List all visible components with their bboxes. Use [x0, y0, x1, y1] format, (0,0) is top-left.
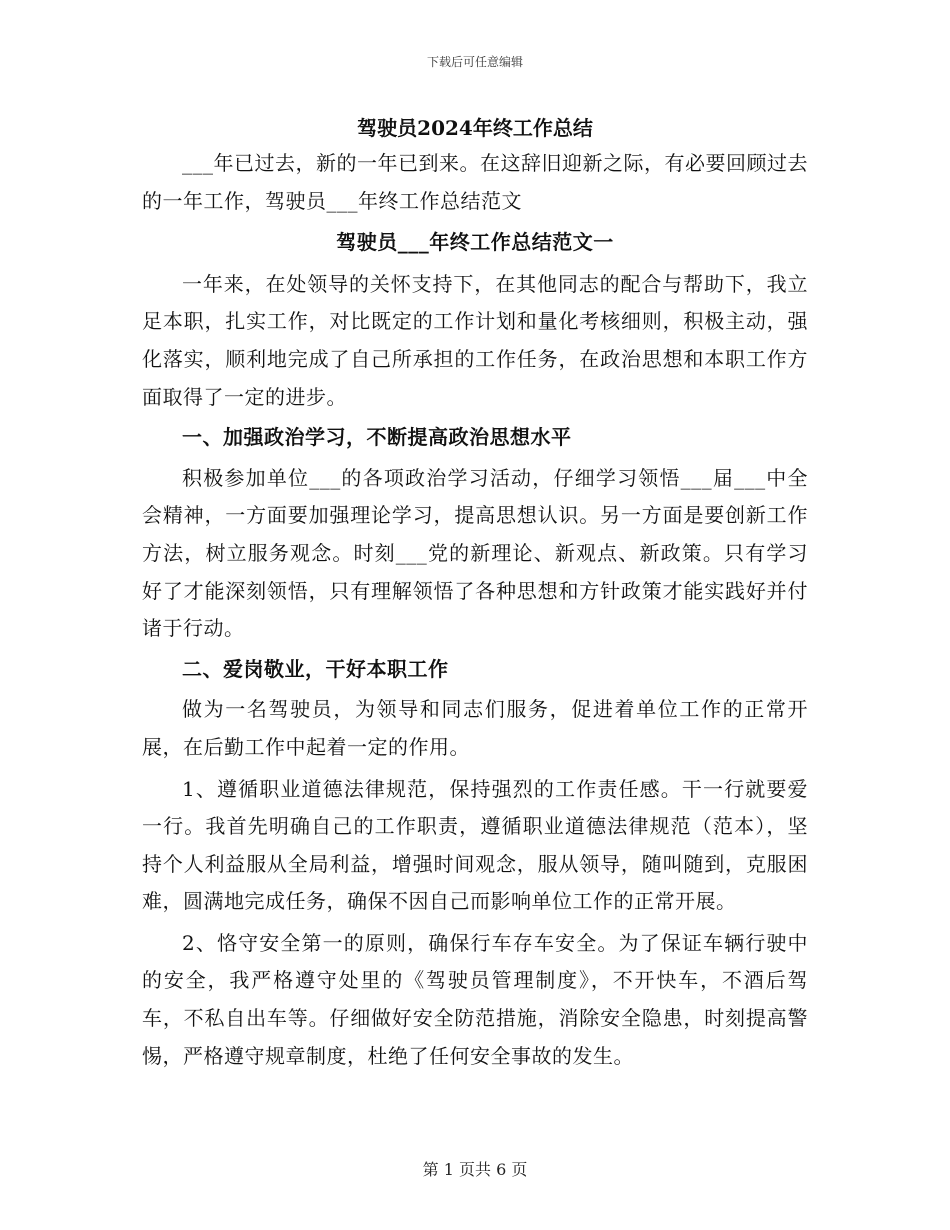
body-paragraph: 2、恪守安全第一的原则，确保行车存车安全。为了保证车辆行驶中的安全，我严格遵守处里的《驾驶员管理制度》，不开快车，不酒后驾车，不私自出车等。仔细做好安全防范措施，消除安全隐患，时刻提高警惕，严格遵守规章制度，杜绝了任何安全事故的发生。 [142, 930, 808, 1068]
document-title: 驾驶员2024年终工作总结 [357, 116, 593, 140]
header-note: 下载后可任意编辑 [426, 55, 523, 69]
body-paragraph: 积极参加单位___的各项政治学习活动，仔细学习领悟___届___中全会精神，一方面要加强理论学习，提高思想认识。另一方面是要创新工作方法，树立服务观念。时刻___党的新理论、新观点、新政策。只有学习好了才能深刻领悟，只有理解领悟了各种思想和方针政策才能实践好并付诸于行动。 [142, 465, 808, 641]
body-paragraph: 做为一名驾驶员，为领导和同志们服务，促进着单位工作的正常开展，在后勤工作中起着一定的作用。 [142, 697, 808, 759]
section-heading-2: 二、爱岗敬业，干好本职工作 [182, 656, 449, 681]
document-subtitle: 驾驶员___年终工作总结范文一 [336, 230, 614, 255]
intro-paragraph: ___年已过去，新的一年已到来。在这辞旧迎新之际，有必要回顾过去的一年工作，驾驶员___年终工作总结范文 [142, 151, 808, 213]
section-heading-1: 一、加强政治学习，不断提高政治思想水平 [182, 425, 572, 450]
body-paragraph: 一年来，在处领导的关怀支持下，在其他同志的配合与帮助下，我立足本职，扎实工作，对比既定的工作计划和量化考核细则，积极主动，强化落实，顺利地完成了自己所承担的工作任务，在政治思想和本职工作方面取得了一定的进步。 [142, 271, 808, 409]
body-paragraph: 1、遵循职业道德法律规范，保持强烈的工作责任感。干一行就要爱一行。我首先明确自己的工作职责，遵循职业道德法律规范（范本），坚持个人利益服从全局利益，增强时间观念，服从领导，随叫随到，克服困难，圆满地完成任务，确保不因自己而影响单位工作的正常开展。 [142, 776, 808, 914]
page-number-footer: 第 1 页共 6 页 [422, 1160, 528, 1179]
document-body [142, 111, 808, 1075]
